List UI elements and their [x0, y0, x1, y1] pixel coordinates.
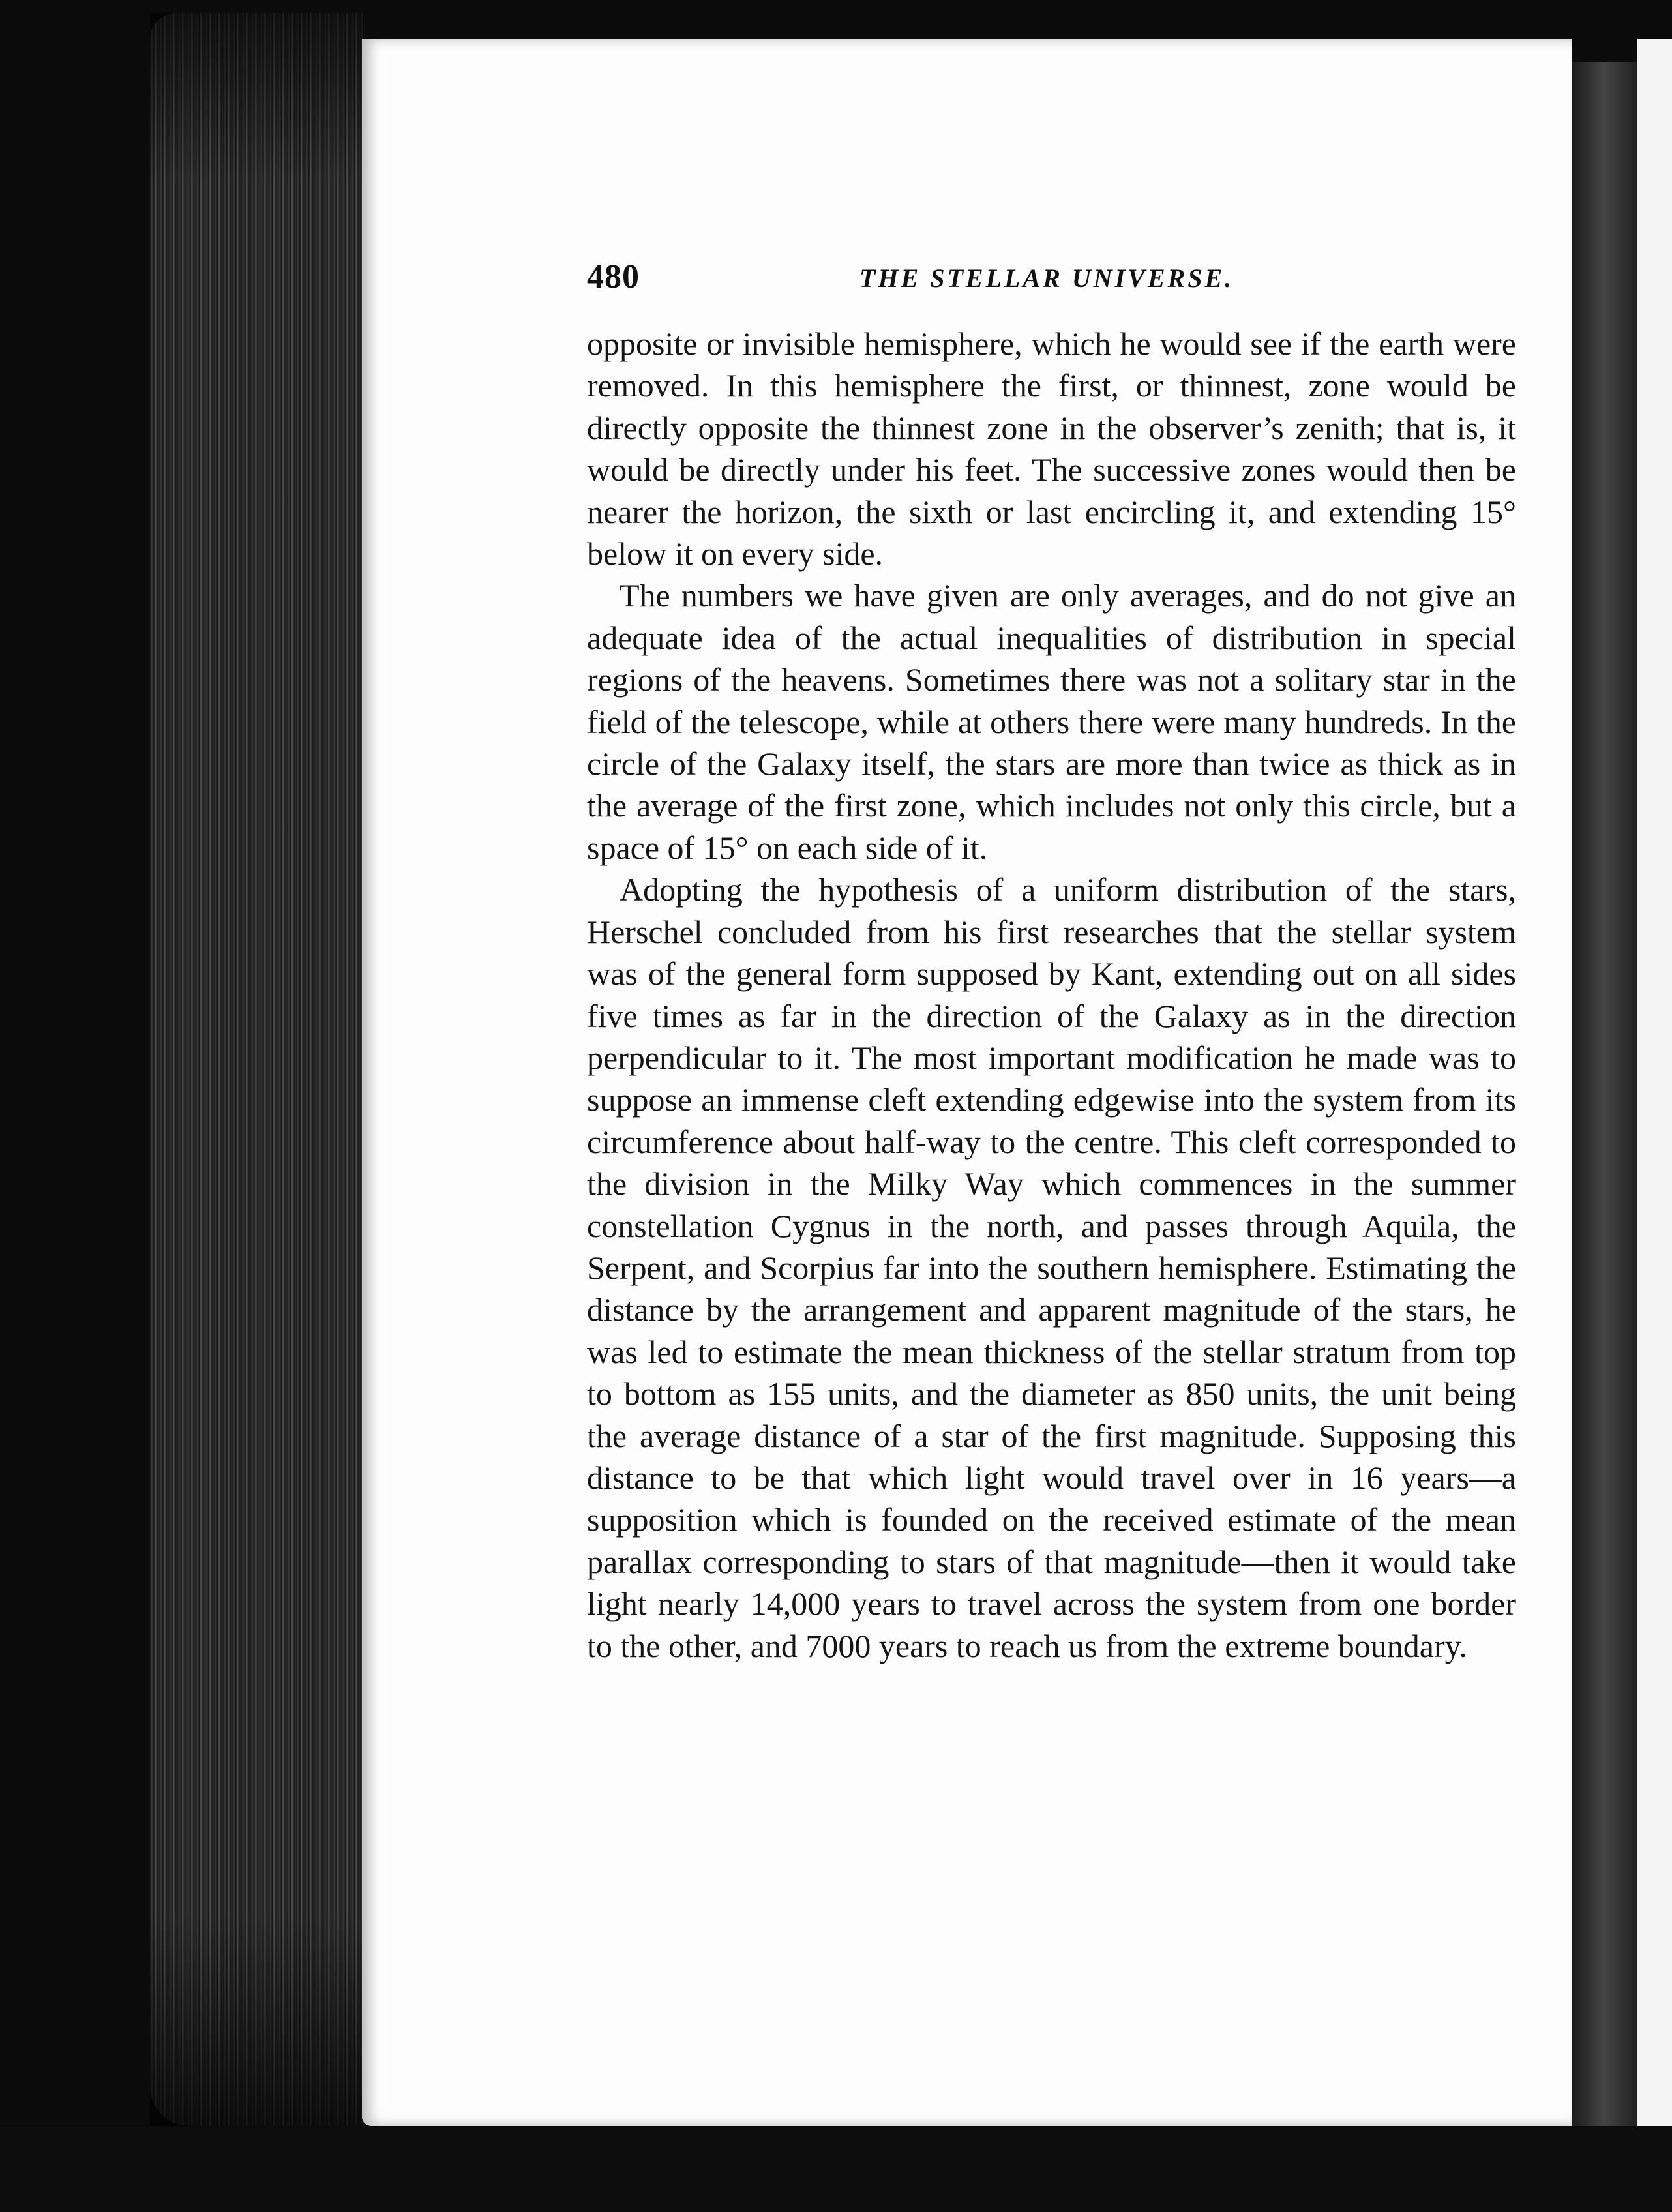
paragraph-continued: opposite or invisible hemisphere, which he would see if the earth were removed. In this hemisphere the first, or thinnest, zone would be directly opposite the thinnest zone in the observer’s zenith; that is, it would be directly under his feet. The successive zones would then be nearer the horizon, the sixth or last encircling it, and extending 15° below it on every side. [587, 325, 1516, 573]
running-title: THE STELLAR UNIVERSE. [859, 263, 1234, 293]
book-page-edges [150, 13, 365, 2126]
paragraph-herschel-hypothesis: Adopting the hypothesis of a uniform distribution of the stars, Herschel concluded from his first researches that the stellar system was of the general form supposed by Kant, extending out on all sides five times as far in the direction of the Galaxy as in the direction perpendicular to it. The most important modification he made was to suppose an immense cleft extending edgewise into the system from its circumference about half-way to the centre. This cleft corresponded to the division in the Milky Way which commences in the summer constellation Cygnus in the north, and passes through Aquila, the Serpent, and Scorpius far into the southern hemisphere. Estimating the distance by the arrangement and apparent magnitude of the stars, he was led to estimate the mean thickness of the stellar stratum from top to bottom as 155 units, and the diameter as 850 units, the unit being the average distance of a star of the first magnitude. Supposing this distance to be that which light would travel over in 16 years—a supposition which is founded on the received estimate of the mean parallax corresponding to stars of that magnitude—then it would take light nearly 14,000 years to travel across the system from one border to the other, and 7000 years to reach us from the extreme boundary. [587, 871, 1516, 1664]
page-number: 480 [587, 258, 640, 295]
body-text [587, 323, 1516, 1667]
facing-page-edge [1637, 39, 1672, 2126]
paragraph-averages: The numbers we have given are only averages, and do not give an adequate idea of the actual inequalities of distribution in special regions of the heavens. Sometimes there was not a solitary star in the field of the telescope, while at others there were many hundreds. In the circle of the Galaxy itself, the stars are more than twice as thick as in the average of the first zone, which includes not only this circle, but a space of 15° on each side of it. [587, 577, 1516, 866]
facing-page-shadow [1572, 62, 1637, 2126]
scan-bottom-border [0, 2127, 1672, 2212]
running-head [587, 258, 1519, 310]
